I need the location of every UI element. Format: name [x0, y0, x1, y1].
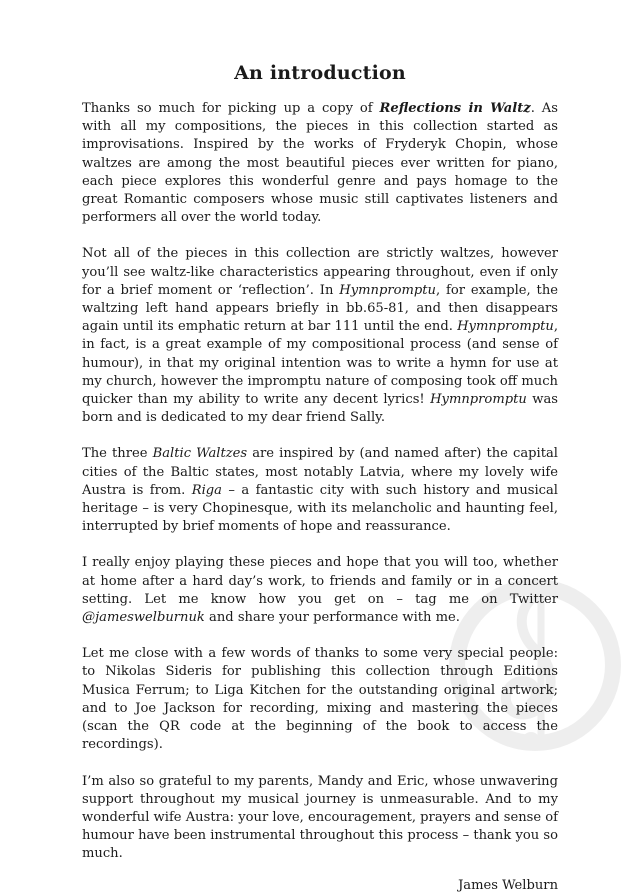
paragraph-6: I’m also so grateful to my parents, Mandy and Eric, whose unwavering support throughout my musical journey is unmeasurable. And to my wonderful wife Austra: your love, encouragement, prayers and sense of humour have been instrumental throughout this process – thank you so much.	[82, 773, 558, 862]
twitter-handle: @jameswelburnuk	[82, 610, 205, 626]
author-signature: James Welburn	[458, 877, 558, 893]
paragraph-4: I really enjoy playing these pieces and hope that you will too, whether at home after a hard day’s work, to friends and family or in a concert setting. Let me know how you get on – tag me on Twitter @jameswelburnuk and share your performance with me.	[82, 555, 558, 626]
piece-title-hymnpromptu-3: Hymnpromptu	[430, 392, 527, 408]
paragraph-5: Let me close with a few words of thanks to some very special people: to Nikolas Sideris for publishing this collection through Editions Musica Ferrum; to Liga Kitchen for the outstanding original artwork; and to Joe Jackson for recording, mixing and mastering the pieces (scan the QR code at the beginning of the book to access the recordings).	[82, 646, 558, 753]
piece-title-riga: Riga	[191, 482, 222, 498]
paragraph-1: Thanks so much for picking up a copy of Reflections in Waltz. As with all my compositions, the pieces in this collection started as improvisations. Inspired by the works of Fryderyk Chopin, whose waltzes are among the most beautiful pieces ever written for piano, each piece explores this wonderful genre and pays homage to the great Romantic composers whose music still captivates listeners and performers all over the world today.	[82, 101, 558, 226]
paragraph-3: The three Baltic Waltzes are inspired by (and named after) the capital cities of the Baltic states, most notably Latvia, where my lovely wife Austra is from. Riga – a fantastic city with such history and musical heritage – is very Chopinesque, with its melancholic and haunting feel, interrupted by brief moments of hope and reassurance.	[82, 446, 558, 535]
book-title-emphasis: Reflections in Waltz	[379, 101, 531, 116]
paragraph-2: Not all of the pieces in this collection are strictly waltzes, however you’ll see waltz-like characteristics appearing throughout, even if only for a brief moment or ‘reflection’. In Hymnpromptu, for example, the waltzing left hand appears briefly in bb.65-81, and then disappears again until its emphatic return at bar 111 until the end. Hymnpromptu, in fact, is a great example of my compositional process (and sense of humour), in that my original intention was to write a hymn for use at my church, however the impromptu nature of composing took off much quicker than my ability to write any decent lyrics! Hymnpromptu was born and is dedicated to my dear friend Sally.	[82, 246, 558, 426]
page-title: An introduction	[234, 62, 406, 84]
piece-title-baltic-waltzes: Baltic Waltzes	[152, 446, 248, 462]
piece-title-hymnpromptu-2: Hymnpromptu	[457, 319, 554, 335]
document-page	[82, 62, 558, 893]
piece-title-hymnpromptu-1: Hymnpromptu	[339, 282, 436, 298]
